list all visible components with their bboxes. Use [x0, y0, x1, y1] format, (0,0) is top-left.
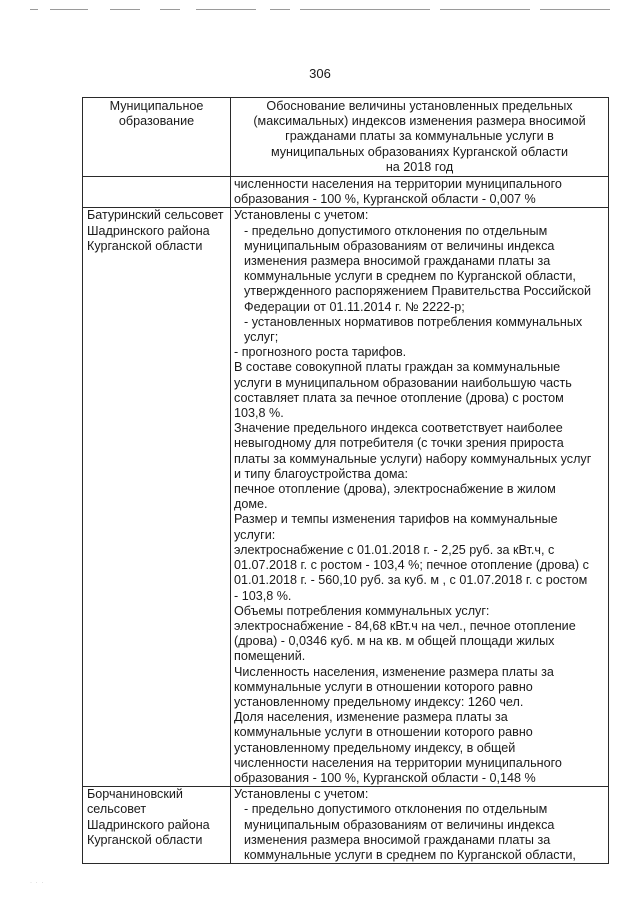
scan-artifact-line	[540, 9, 610, 10]
justification-line: электроснабжение с 01.01.2018 г. - 2,25 руб. за кВт.ч, с	[234, 542, 555, 557]
justification-line: коммунальные услуги в среднем по Курганской области,	[244, 269, 576, 284]
justification-line: платы за коммунальные услуги) набору коммунальных услуг	[234, 451, 592, 466]
tariff-justification-table	[82, 97, 609, 864]
justification-line: изменения размера вносимой гражданами платы за	[244, 254, 551, 269]
justification-cell: численности населения на территории муниципального образования - 100 %, Курганской области - 0,007 %	[231, 177, 609, 208]
justification-line: и типу благоустройства дома:	[234, 466, 409, 481]
table-row	[83, 208, 609, 787]
justification-line: невыгодному для потребителя (с точки зрения прироста	[234, 436, 564, 451]
justification-line: изменения размера вносимой гражданами платы за	[244, 832, 551, 847]
justification-line: Федерации от 01.11.2014 г. № 2222-р;	[244, 299, 465, 314]
scan-artifact-line	[270, 9, 290, 10]
header-municipality: Муниципальное образование	[83, 98, 231, 177]
scan-artifact-line	[300, 9, 430, 10]
justification-line: численности населения на территории муниципального	[234, 755, 562, 770]
justification-line: Объемы потребления коммунальных услуг:	[234, 603, 490, 618]
justification-line: коммунальные услуги в отношении которого равно	[234, 679, 533, 694]
scan-artifact-line	[160, 9, 180, 10]
justification-line: Установлены с учетом:	[234, 787, 369, 802]
scan-artifact-mark: · · ·	[30, 880, 45, 886]
justification-line: 103,8 %.	[234, 406, 284, 421]
justification-line: услуг;	[244, 330, 279, 345]
header-justification: Обоснование величины установленных предельных (максимальных) индексов изменения размера вносимой гражданами платы за коммунальные услуги в муниципальных образованиях Курганской области на 2018 год	[231, 98, 609, 177]
justification-line: - установленных нормативов потребления коммунальных	[244, 314, 583, 329]
justification-line: Численность населения, изменение размера платы за	[234, 664, 554, 679]
justification-line: установленному предельному индексу, в общей	[234, 740, 516, 755]
scan-artifact-line	[30, 9, 38, 10]
table-header-row	[83, 98, 609, 177]
justification-line: Установлены с учетом:	[234, 208, 369, 223]
justification-line: Доля населения, изменение размера платы за	[234, 710, 508, 725]
justification-line: образования - 100 %, Курганской области - 0,148 %	[234, 770, 536, 785]
justification-cell	[231, 787, 609, 864]
justification-line: 01.07.2018 г. с ростом - 103,4 %; печное отопление (дрова) с	[234, 558, 589, 573]
justification-line: услуги:	[234, 527, 276, 542]
justification-line: электроснабжение - 84,68 кВт.ч на чел., печное отопление	[234, 618, 576, 633]
justification-line: 01.01.2018 г. - 560,10 руб. за куб. м , с 01.07.2018 г. с ростом	[234, 573, 588, 588]
justification-line: помещений.	[234, 649, 306, 664]
scan-artifact-line	[440, 9, 530, 10]
justification-line: печное отопление (дрова), электроснабжение в жилом	[234, 482, 556, 497]
justification-line: - 103,8 %.	[234, 588, 292, 603]
scan-artifact-line	[50, 9, 88, 10]
justification-line: доме.	[234, 497, 268, 512]
justification-line: В составе совокупной платы граждан за коммунальные	[234, 360, 561, 375]
justification-line: - предельно допустимого отклонения по отдельным	[244, 802, 548, 817]
scan-artifact-line	[110, 9, 140, 10]
justification-line: установленному предельному индексу: 1260 чел.	[234, 694, 524, 709]
justification-line: коммунальные услуги в среднем по Курганской области,	[244, 847, 576, 862]
justification-line: муниципальным образованиям от величины индекса	[244, 238, 555, 253]
justification-line: - прогнозного роста тарифов.	[234, 345, 407, 360]
municipality-cell-empty	[83, 177, 231, 208]
page-number: 306	[309, 66, 331, 81]
justification-line: утвержденного распоряжением Правительства Российской	[244, 284, 592, 299]
scan-artifact-line	[196, 9, 256, 10]
justification-line: услуги в муниципальном образовании наибольшую часть	[234, 375, 572, 390]
justification-cell	[231, 208, 609, 787]
justification-line: составляет плата за печное отопление (дрова) с ростом	[234, 390, 564, 405]
table-row-continuation	[83, 177, 609, 208]
justification-line: Размер и темпы изменения тарифов на коммунальные	[234, 512, 558, 527]
justification-line: муниципальным образованиям от величины индекса	[244, 817, 555, 832]
justification-line: коммунальные услуги в отношении которого равно	[234, 725, 533, 740]
justification-line: (дрова) - 0,0346 куб. м на кв. м общей площади жилых	[234, 634, 555, 649]
justification-line: Значение предельного индекса соответствует наиболее	[234, 421, 563, 436]
justification-line: - предельно допустимого отклонения по отдельным	[244, 223, 548, 238]
municipality-cell: Борчаниновский сельсовет Шадринского района Курганской области	[83, 787, 231, 864]
municipality-cell: Батуринский сельсовет Шадринского района Курганской области	[83, 208, 231, 787]
table-row	[83, 787, 609, 864]
